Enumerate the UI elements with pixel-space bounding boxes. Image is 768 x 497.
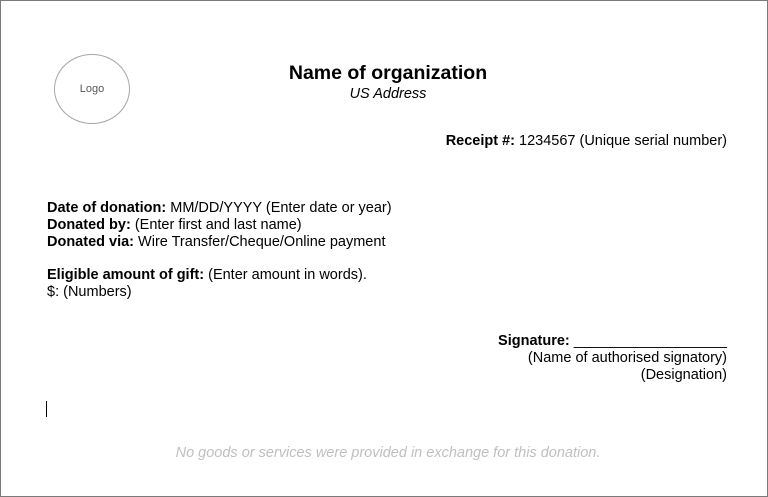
donation-method-row[interactable] bbox=[47, 234, 392, 251]
signature-line: ___________________ bbox=[573, 333, 727, 349]
donation-date-label: Date of donation: bbox=[47, 200, 167, 216]
signature-block bbox=[498, 333, 727, 384]
logo-text: Logo bbox=[79, 83, 105, 95]
signature-label: Signature: bbox=[498, 333, 570, 349]
receipt-label: Receipt #: bbox=[445, 133, 515, 149]
donation-date-row[interactable] bbox=[47, 200, 392, 217]
donor-row[interactable] bbox=[47, 217, 392, 234]
donor-label: Donated by: bbox=[47, 217, 131, 233]
gift-amount-value: (Enter amount in words). bbox=[208, 267, 367, 283]
receipt-number[interactable] bbox=[446, 133, 727, 149]
donation-method-label: Donated via: bbox=[47, 234, 135, 250]
gift-amount-numbers[interactable]: $: (Numbers) bbox=[47, 284, 132, 300]
signatory-name[interactable]: (Name of authorised signatory) bbox=[527, 350, 727, 366]
donor-value: (Enter first and last name) bbox=[134, 217, 302, 233]
gift-amount-row[interactable] bbox=[47, 267, 392, 284]
text-cursor bbox=[46, 401, 47, 417]
receipt-value: 1234567 (Unique serial number) bbox=[519, 133, 727, 149]
organization-address[interactable]: US Address bbox=[349, 86, 427, 102]
donation-method-value: Wire Transfer/Cheque/Online payment bbox=[138, 234, 386, 250]
donation-details bbox=[47, 200, 392, 301]
organization-name[interactable]: Name of organization bbox=[288, 62, 488, 84]
signatory-designation[interactable]: (Designation) bbox=[640, 367, 727, 383]
footer-note[interactable]: No goods or services were provided in exchange for this donation. bbox=[175, 445, 601, 461]
signature-row[interactable] bbox=[498, 333, 727, 350]
spacer bbox=[47, 251, 392, 267]
gift-amount-label: Eligible amount of gift: bbox=[47, 267, 205, 283]
donation-date-value: MM/DD/YYYY (Enter date or year) bbox=[170, 200, 392, 216]
